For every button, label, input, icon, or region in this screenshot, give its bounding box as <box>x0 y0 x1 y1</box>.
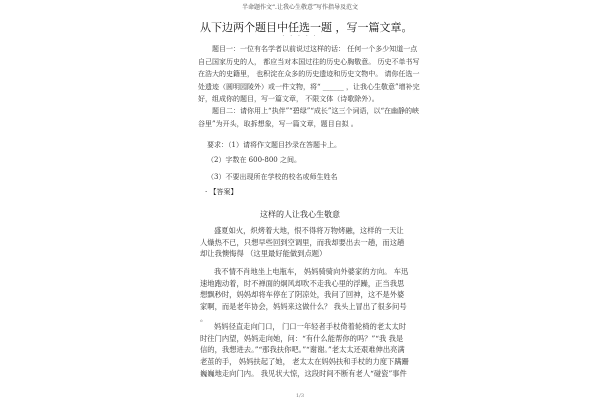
page-header: 半命题作文“.让我心生敬意”写作指导及范文 <box>241 4 359 11</box>
topic-one-paragraph: 题目一：一位有名学者以前说过这样的话： 任何一个多少知道一点自己国家历史的人， 都应当对本国过往的历史心胸敬意。 历史不单书写在浩大的史籍里， 也积淀在众多的历史遗迹和历史文物中。 请你任选一处遗迹（圆明园陵外）或一件文物，将“ ______ ，让我心生敬意”增补完好，组成你的题目，写一篇文章， 不限文体（诗歌除外）。 <box>198 45 420 103</box>
emphasis-dots: · · · · · <box>282 33 318 40</box>
answer-label: · 【答案】 <box>205 188 238 196</box>
essay-title: 这样的人让我心生敬意 <box>260 210 340 219</box>
essay-paragraph-2: 我不情不肖地坐上电瓶车， 妈妈骑骑向外婆家的方向。 车迅速地跑动着，时不禅面的炯风却吹不走我心里的浮躁，正当我思想飘秒时，妈妈却将车停在了阴凉处，我问了回神，这不是外婆家啊，而是老年协会，妈妈来这做什么？ 我头上冒出了很多问号 。 <box>200 267 409 323</box>
answer-label-text: 【答案】 <box>209 188 238 196</box>
requirement-1: 要求：（1）请将作文题目抄录在答题卡上。 <box>207 141 341 149</box>
essay-paragraph-1: 盛夏如火，炽烤着大地，恨不得将万物烤融，这样的一天让人燥热不已，只想早些回到空调里，而我却要出去一趟，而这趟却让我懊悔得 （这里最好能做到点题） <box>200 226 405 259</box>
essay-paragraph-3: 妈妈径直走向门口， 门口一年轻者手杖倚着轮椅的老太太时时往门内望，妈妈走向她，问：“有什么能帮你的吗？”“我 我是信的，我想进去。”“那我扶你吧。”“谢谢。”老太太还艰难伸出亮满老茧的手， 妈妈扶起了她， 老太太在妈妈扶和手杖的力度下蹒跚巍巍地走向门内。 我见状大惊，这段时间不断有老人“碰瓷”事件 <box>200 322 409 378</box>
requirement-2: （2）字数在 600-800 之间。 <box>207 156 301 164</box>
page-number: 1/3 <box>295 393 305 399</box>
topic-two-paragraph: 题目二：请你用上“执伴”“碧绿”“成长”这三个词语，以“在幽静的峡谷里”为开头，取拆想象，写一篇文章，题目自拟 。 <box>198 107 420 128</box>
requirement-3: （3）不要出现所在学校的校名或师生姓名 <box>207 173 338 181</box>
prompt-title: 从下边两个题目中任选一题 ，写一篇文章。 <box>200 21 413 34</box>
